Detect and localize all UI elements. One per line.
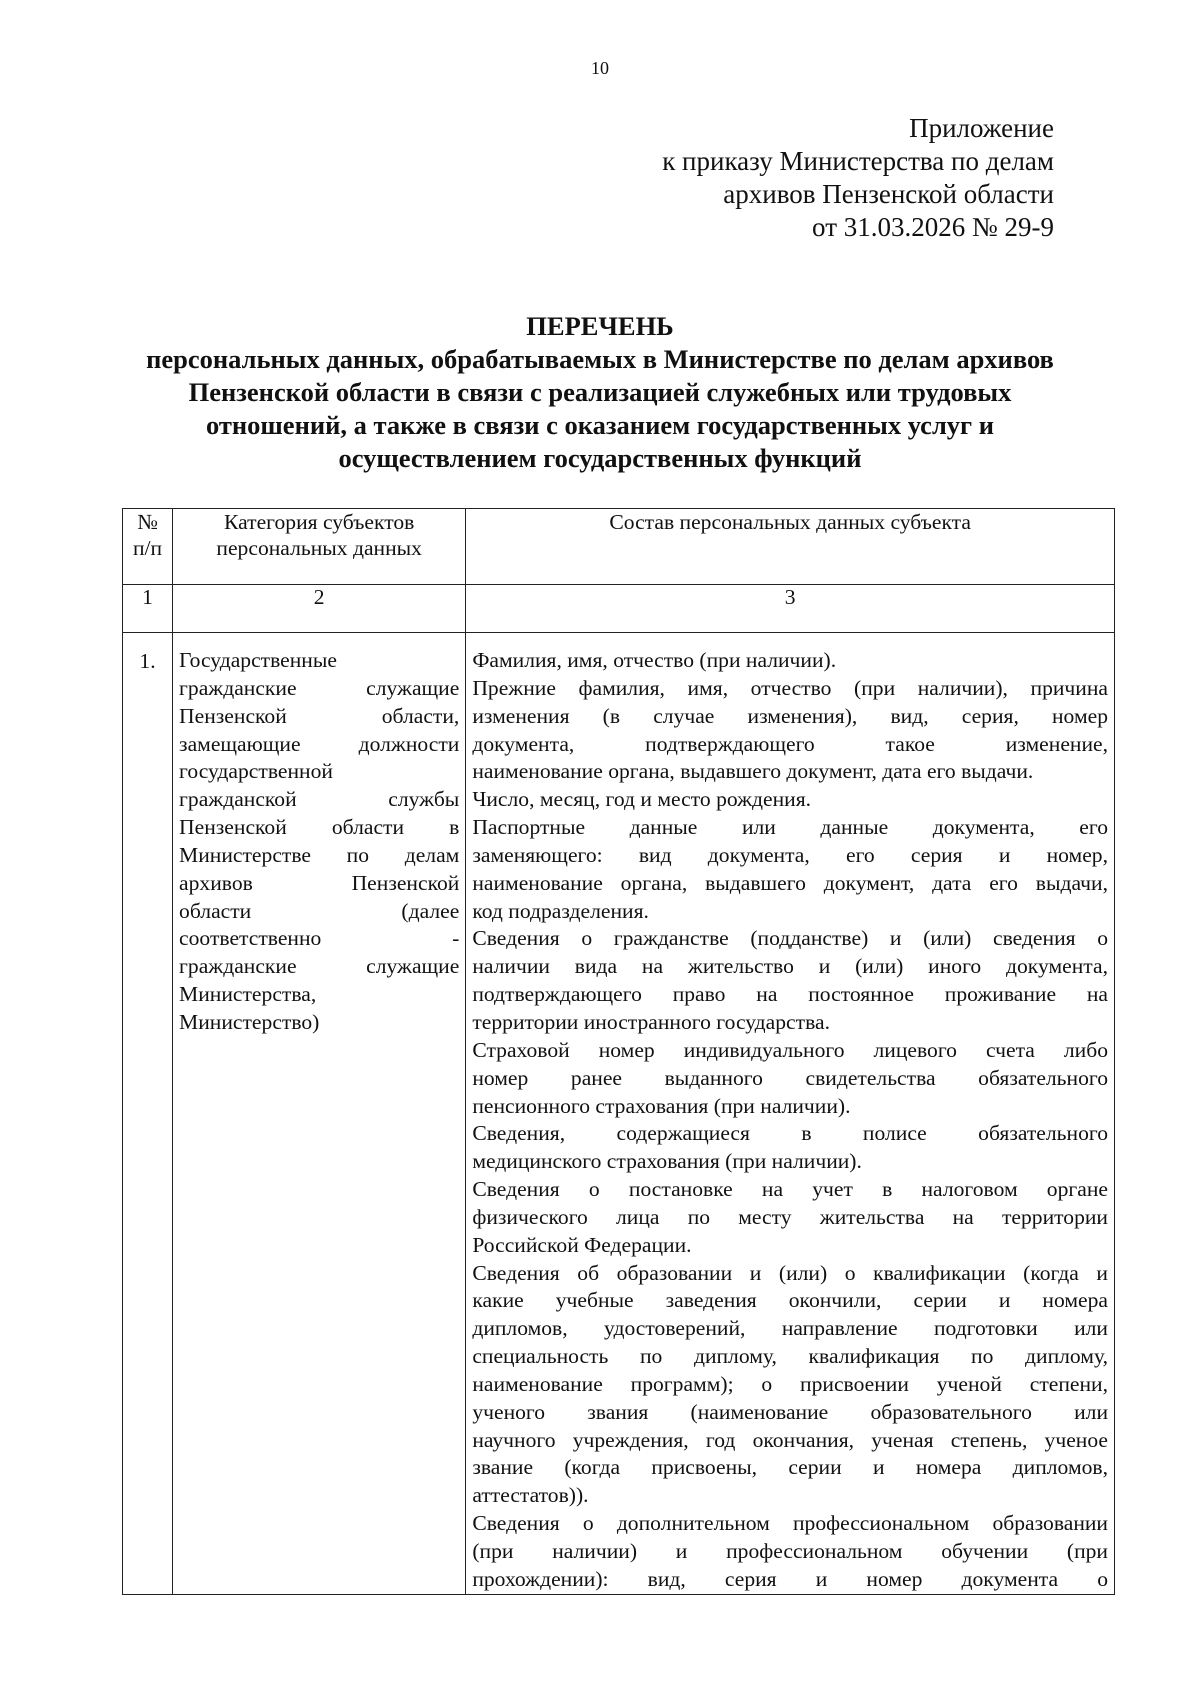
text-line: гражданской службы — [179, 787, 460, 812]
text-line: Министерстве по делам — [179, 842, 460, 867]
header-category-line: Категория субъектов — [224, 510, 415, 534]
text-line: заменяющего: вид документа, его серия и номер, — [472, 842, 1108, 867]
text-line: документа, подтверждающего такое изменение, — [472, 731, 1108, 756]
text-line: Пензенской области в — [179, 815, 460, 840]
column-number-row — [123, 585, 1115, 633]
text-line: ученого звания (наименование образовательного или — [472, 1399, 1108, 1424]
table-header-row — [123, 509, 1115, 585]
appendix-line: к приказу Министерства по делам — [662, 146, 1054, 176]
text-line: территории иностранного государства. — [472, 1009, 830, 1034]
text-line: Страховой номер индивидуального лицевого счета либо — [472, 1037, 1108, 1062]
title-subtitle-line: отношений, а также в связи с оказанием государственных услуг и — [206, 410, 994, 440]
title-subtitle-line: осуществлением государственных функций — [338, 443, 862, 473]
text-line: Министерства, — [179, 982, 317, 1007]
title-subtitle-line: Пензенской области в связи с реализацией служебных или трудовых — [188, 377, 1012, 407]
row-composition — [466, 633, 1115, 1595]
text-line: подтверждающего право на постоянное проживание на — [472, 982, 1108, 1007]
page-number: 10 — [591, 58, 609, 78]
title-heading: ПЕРЕЧЕНЬ — [526, 311, 674, 341]
text-line: гражданские служащие — [179, 675, 460, 700]
category-text — [179, 647, 459, 1037]
appendix-line: Приложение — [909, 113, 1054, 143]
text-line: Российской Федерации. — [472, 1232, 692, 1257]
text-line: Число, месяц, год и место рождения. — [472, 787, 812, 812]
text-line: прохождении): вид, серия и номер документа о — [472, 1566, 1108, 1591]
text-line: Фамилия, имя, отчество (при наличии). — [472, 648, 837, 672]
text-line: звание (когда присвоены, серии и номера дипломов, — [472, 1455, 1108, 1480]
text-line: Министерство) — [179, 1009, 320, 1034]
text-line: Сведения о гражданстве (подданстве) и (или) сведения о — [472, 926, 1108, 951]
text-line: наименование органа, выдавшего документ, дата его выдачи, — [472, 870, 1108, 895]
text-line: Государственные — [179, 648, 337, 672]
header-number — [123, 509, 173, 585]
text-line: замещающие должности — [179, 731, 460, 756]
column-number: 2 — [173, 585, 466, 633]
text-line: государственной — [179, 759, 333, 784]
document-title — [120, 310, 1080, 475]
header-category — [173, 509, 466, 585]
text-line: гражданские служащие — [179, 954, 460, 979]
text-line: (при наличии) и профессиональном обучении (при — [472, 1539, 1108, 1563]
text-line: Сведения о дополнительном профессиональном образовании — [472, 1511, 1108, 1536]
text-line: области (далее — [179, 898, 460, 923]
header-number-line: п/п — [132, 536, 163, 560]
text-line: код подразделения. — [472, 898, 649, 923]
title-subtitle-line: персональных данных, обрабатываемых в Министерстве по делам архивов — [146, 344, 1054, 374]
row-category — [173, 633, 466, 1595]
text-line: Прежние фамилия, имя, отчество (при наличии), причина — [472, 675, 1108, 700]
header-number-line: № — [137, 510, 158, 534]
appendix-line: архивов Пензенской области — [723, 179, 1054, 209]
personal-data-table — [122, 508, 1115, 1595]
text-line: соответственно - — [179, 926, 460, 951]
text-line: Сведения, содержащиеся в полисе обязательного — [472, 1121, 1108, 1146]
text-line: физического лица по месту жительства на территории — [472, 1204, 1108, 1229]
column-number: 3 — [466, 585, 1115, 633]
text-line: наличии вида на жительство и (или) иного документа, — [472, 954, 1108, 979]
text-line: дипломов, удостоверений, направление подготовки или — [472, 1316, 1108, 1341]
appendix-order-date: от 31.03.2026 № 29-9 — [812, 212, 1054, 242]
appendix-block — [662, 112, 1054, 244]
text-line: Паспортные данные или данные документа, его — [472, 815, 1108, 840]
text-line: медицинского страхования (при наличии). — [472, 1149, 862, 1174]
composition-text — [472, 647, 1108, 1594]
text-line: наименование программ); о присвоении ученой степени, — [472, 1371, 1108, 1396]
text-line: специальность по диплому, квалификация по диплому, — [472, 1344, 1108, 1369]
text-line: Сведения об образовании и (или) о квалификации (когда и — [472, 1260, 1108, 1285]
text-line: архивов Пензенской — [179, 870, 460, 895]
column-number: 1 — [123, 585, 173, 633]
row-number: 1. — [123, 633, 173, 1595]
text-line: научного учреждения, год окончания, ученая степень, ученое — [472, 1427, 1108, 1452]
text-line: пенсионного страхования (при наличии). — [472, 1093, 851, 1118]
header-composition: Состав персональных данных субъекта — [466, 509, 1115, 585]
text-line: какие учебные заведения окончили, серии и номера — [472, 1288, 1108, 1313]
text-line: аттестатов)). — [472, 1483, 589, 1508]
text-line: номер ранее выданного свидетельства обязательного — [472, 1065, 1108, 1090]
text-line: Пензенской области, — [179, 703, 460, 728]
table-row — [123, 633, 1115, 1595]
header-category-line: персональных данных — [216, 536, 422, 560]
text-line: наименование органа, выдавшего документ, дата его выдачи. — [472, 759, 1034, 784]
text-line: изменения (в случае изменения), вид, серия, номер — [472, 703, 1108, 728]
text-line: Сведения о постановке на учет в налоговом органе — [472, 1177, 1108, 1202]
